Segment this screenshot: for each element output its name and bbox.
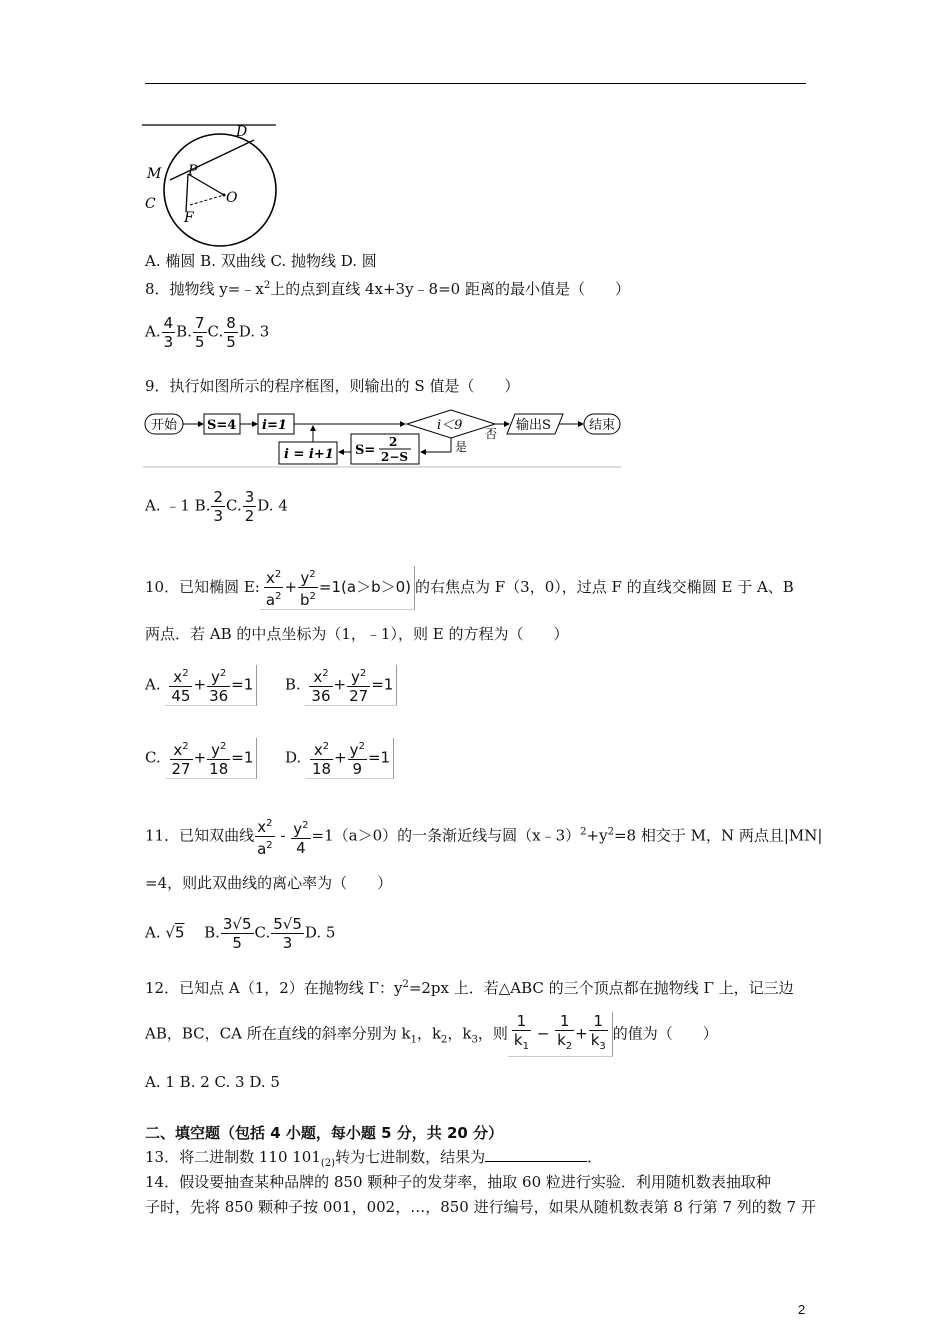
q8-opt-a-num: 4	[163, 314, 174, 332]
q10-opt-d-d2: 9	[352, 760, 363, 778]
q12-num1: 1	[512, 1012, 531, 1031]
q10-eq-tail: =1(a＞b＞0)	[318, 578, 411, 596]
label-p: P	[188, 163, 198, 179]
q9-opt-c-fraction	[243, 488, 257, 525]
q11-opt-c-fraction	[271, 915, 304, 952]
q12-k2: k	[557, 1031, 566, 1049]
q10-stem-a: 10．已知椭圆 E:	[145, 578, 260, 596]
q10-options-row1	[145, 665, 397, 706]
q11-stem-line1: 11．已知双曲线 $\frac{x^2}{a^2}$ - $\frac{y^2}{4}$ =1（a＞0）的一条渐近线与圆$(x﹣3)^2+y^2=8$ 相交于 M，N 两点且|MN|	[145, 815, 822, 858]
flow-start: 开始	[151, 418, 178, 433]
q12-options: A. 1 B. 2 C. 3 D. 5	[145, 1073, 280, 1091]
flow-incr: i = i+1	[284, 447, 334, 462]
q10-opt-d-label: D.	[284, 748, 302, 767]
q8-opt-b-num: 7	[194, 314, 205, 332]
q12-k3: k	[590, 1031, 600, 1049]
q10-stem-c: 两点．若 AB 的中点坐标为（1，﹣1），则 E 的方程为（ ）	[145, 625, 569, 643]
q8-stem-a: 8．抛物线 y=﹣x	[145, 280, 264, 298]
q10-opt-d-d1: 18	[312, 760, 332, 778]
q12-stem-c4: ，则	[477, 1024, 508, 1043]
q12-stem-a: 12．已知点 A（1，2）在抛物线 Γ：y	[145, 979, 403, 997]
q11-stem-e: =4，则此双曲线的离心率为（ ）	[145, 874, 393, 892]
q11-eq-a: a	[257, 840, 267, 858]
q12-k1-sub: 1	[522, 1041, 529, 1052]
label-o: O	[226, 190, 238, 206]
q11-stem-b: =1（a＞0）的一条渐近线与圆（x﹣3）	[311, 826, 581, 845]
q13-sub: (2)	[320, 1158, 336, 1169]
q9-opt-b-fraction	[211, 488, 225, 525]
q10-opt-d-x: x	[313, 741, 323, 759]
q13-text-c: ．	[587, 1148, 603, 1166]
q13-text-b: 转为七进制数，结果为	[335, 1148, 486, 1166]
q10-eq-xfrac: $\frac{x^2}{a^2}$	[264, 566, 284, 609]
q10-opt-a-y: y	[210, 668, 220, 686]
q11-yfrac: $\frac{y^2}{4}$	[291, 817, 310, 857]
flow-cond: i＜9	[437, 418, 463, 433]
q10-eq-x: x	[266, 569, 275, 587]
flow-s-init: S=4	[207, 418, 237, 433]
q11-opt-a-label: A.	[145, 923, 161, 942]
page-number: 2	[798, 1302, 806, 1317]
q10-opt-c-eq1: =1	[231, 748, 254, 767]
q10-opt-c-d2: 18	[209, 760, 229, 778]
q11-opt-b-fraction	[221, 915, 254, 952]
q10-opt-b-d2: 27	[349, 687, 369, 705]
q11-opt-c-label: C.	[254, 923, 271, 942]
q13-text-a: 13．将二进制数 110 101	[145, 1148, 321, 1166]
q14-line2: 子时，先将 850 颗种子按 001，002，…，850 进行编号，如果从随机数表第 8 行第 7 列的数 7 开	[145, 1198, 816, 1216]
q10-opt-b-d1: 36	[311, 687, 331, 705]
flow-assign-den: 2−S	[381, 450, 409, 464]
flowchart	[143, 404, 621, 468]
q8-opt-c-num: 8	[226, 314, 236, 332]
q12-sub3: 3	[471, 1034, 478, 1046]
q9-opt-c-label: C.	[226, 496, 242, 515]
label-f: F	[184, 210, 194, 226]
q10-opt-c-x: x	[173, 741, 183, 759]
flow-i-init: i=1	[262, 418, 287, 433]
q10-opt-c-d1: 27	[171, 760, 191, 778]
label-c: C	[145, 196, 156, 212]
q9-stem: 9．执行如图所示的程序框图，则输出的 S 值是（ ）	[145, 377, 520, 395]
q10-options-row2	[145, 738, 394, 779]
q8-opt-a-label: A.	[145, 322, 161, 341]
q9-opt-b-num: 2	[213, 488, 224, 506]
q11-options	[145, 915, 335, 952]
q10-opt-c-eq: $\frac{x^2}{27}$ + $\frac{y^2}{18}$ =1	[166, 738, 258, 779]
q11-opt-b-label: B.	[204, 923, 220, 942]
q11-opt-b-den: 5	[232, 934, 242, 952]
q8-stem-b: 上的点到直线 4x+3y﹣8=0 距离的最小值是（ ）	[270, 280, 630, 298]
q10-opt-a-label: A.	[145, 675, 161, 694]
q12-expression: $\frac{1}{k_1}$ − $\frac{1}{k_2}$ + $\frac{1}{k_3}$	[508, 1012, 613, 1057]
q11-eq-4: 4	[296, 838, 306, 857]
q11-stem-d: =8 相交于 M，N 两点且|MN|	[613, 826, 823, 845]
q11-opt-a-radical: √5	[165, 923, 185, 942]
q12-stem-line1: 12．已知点 A（1，2）在抛物线 Γ：$y^2=2px$ 上．若△ABC 的三个顶点都在抛物线 Γ 上，记三边	[145, 979, 794, 997]
q7-options: A. 椭圆 B. 双曲线 C. 抛物线 D. 圆	[145, 252, 377, 270]
q11-opt-d: D. 5	[304, 923, 336, 942]
q9-opt-c-num: 3	[244, 488, 255, 506]
q10-opt-a-d2: 36	[209, 687, 229, 705]
q10-opt-a-eq1: =1	[231, 675, 254, 694]
flow-no: 否	[485, 427, 498, 441]
q9-opt-a: A. ﹣1 B.	[145, 496, 211, 515]
q10-stem-b: 的右焦点为 F（3，0），过点 F 的直线交椭圆 E 于 A、B	[415, 578, 794, 596]
q12-k1: k	[513, 1031, 523, 1049]
q10-opt-b-eq: $\frac{x^2}{36}$ + $\frac{y^2}{27}$ =1	[305, 665, 397, 706]
flow-end: 结束	[589, 418, 616, 433]
q11-opt-c-den: 3	[282, 934, 293, 952]
q8-opt-b-label: B.	[176, 322, 192, 341]
header-rule	[145, 83, 806, 84]
q11-opt-c-num: 5√5	[273, 915, 302, 933]
q12-stem-c2: ，k	[416, 1024, 442, 1043]
q10-opt-a-eq: $\frac{x^2}{45}$ + $\frac{y^2}{36}$ =1	[165, 665, 257, 706]
q9-opt-c-den: 2	[244, 507, 255, 525]
q12-stem-line2	[145, 1012, 718, 1057]
q10-opt-b-label: B.	[284, 675, 301, 694]
q11-opt-b-num: 3√5	[222, 915, 252, 933]
q10-equation: $\frac{x^2}{a^2}$ + $\frac{y^2}{b^2}$ =1(a＞b＞0)	[260, 566, 415, 610]
q12-num2: 1	[555, 1012, 574, 1031]
q8-opt-a-den: 3	[163, 333, 174, 351]
q8-opt-b-den: 5	[194, 333, 205, 351]
q10-opt-c-y: y	[211, 741, 220, 759]
q8-options	[145, 314, 269, 351]
label-m: M	[147, 166, 162, 182]
q10-opt-d-y: y	[349, 741, 359, 759]
q12-stem-b: =2px 上．若△ABC 的三个顶点都在抛物线 Γ 上，记三边	[408, 979, 794, 997]
q14-line1: 14．假设要抽查某种品牌的 850 颗种子的发芽率，抽取 60 粒进行实验．利用随机数表抽取种	[145, 1173, 771, 1191]
q8-stem-sup: 2	[263, 280, 271, 291]
q11-opt-a-rad: 5	[174, 923, 185, 942]
label-d: D	[236, 124, 248, 140]
q12-k3-sub: 3	[599, 1041, 606, 1052]
q8-opt-c-fraction	[224, 314, 238, 351]
flow-yes: 是	[455, 440, 468, 454]
q11-stem-a: 11．已知双曲线	[145, 826, 255, 845]
q10-eq-yfrac: $\frac{y^2}{b^2}$	[298, 566, 318, 609]
q11-xfrac: $\frac{x^2}{a^2}$	[255, 815, 275, 858]
q12-stem-c3: ，k	[447, 1024, 472, 1043]
section2-title: 二、填空题（包括 4 小题，每小题 5 分，共 20 分）	[145, 1124, 504, 1142]
q11-eq-y: y	[293, 819, 303, 838]
circle-figure	[142, 122, 278, 250]
q8-opt-b-fraction	[193, 314, 207, 351]
q10-opt-b-x: x	[313, 668, 323, 686]
q11-eq-x: x	[257, 818, 267, 836]
q10-stem-line1	[145, 566, 794, 610]
q12-stem-d: 的值为（ ）	[612, 1024, 718, 1043]
q12-stem-c: AB，BC，CA 所在直线的斜率分别为 k	[145, 1024, 411, 1043]
q11-stem-c: +y	[586, 826, 608, 845]
flow-assign-lhs: S=	[355, 443, 376, 458]
q12-k2-sub: 2	[565, 1041, 573, 1052]
flow-assign-num: 2	[389, 435, 398, 449]
q8-opt-d: D. 3	[238, 322, 270, 341]
q8-stem	[145, 275, 630, 300]
q13-blank	[485, 1147, 587, 1162]
q12-num3: 1	[589, 1012, 608, 1031]
q10-eq-b: b	[300, 591, 310, 609]
q10-eq-y: y	[300, 569, 310, 587]
q12-sub1: 1	[410, 1034, 417, 1046]
q9-options	[145, 488, 288, 525]
q10-opt-a-x: x	[173, 668, 183, 686]
q10-opt-d-eq: $\frac{x^2}{18}$ + $\frac{y^2}{9}$ =1	[306, 738, 394, 779]
q9-opt-b-den: 3	[213, 507, 224, 525]
q10-opt-b-eq1: =1	[371, 675, 394, 694]
q10-opt-c-label: C.	[145, 748, 161, 767]
q12-sub2: 2	[441, 1034, 448, 1046]
q10-opt-a-d1: 45	[171, 687, 191, 705]
q9-opt-d: D. 4	[257, 496, 288, 515]
q8-opt-c-label: C.	[207, 322, 224, 341]
q8-opt-a-fraction	[162, 314, 176, 351]
q8-opt-c-den: 5	[226, 333, 236, 351]
q10-eq-a: a	[265, 591, 276, 609]
q10-opt-b-y: y	[351, 668, 360, 686]
flow-output: 输出S	[516, 418, 551, 433]
q10-opt-d-eq1: =1	[367, 748, 391, 767]
